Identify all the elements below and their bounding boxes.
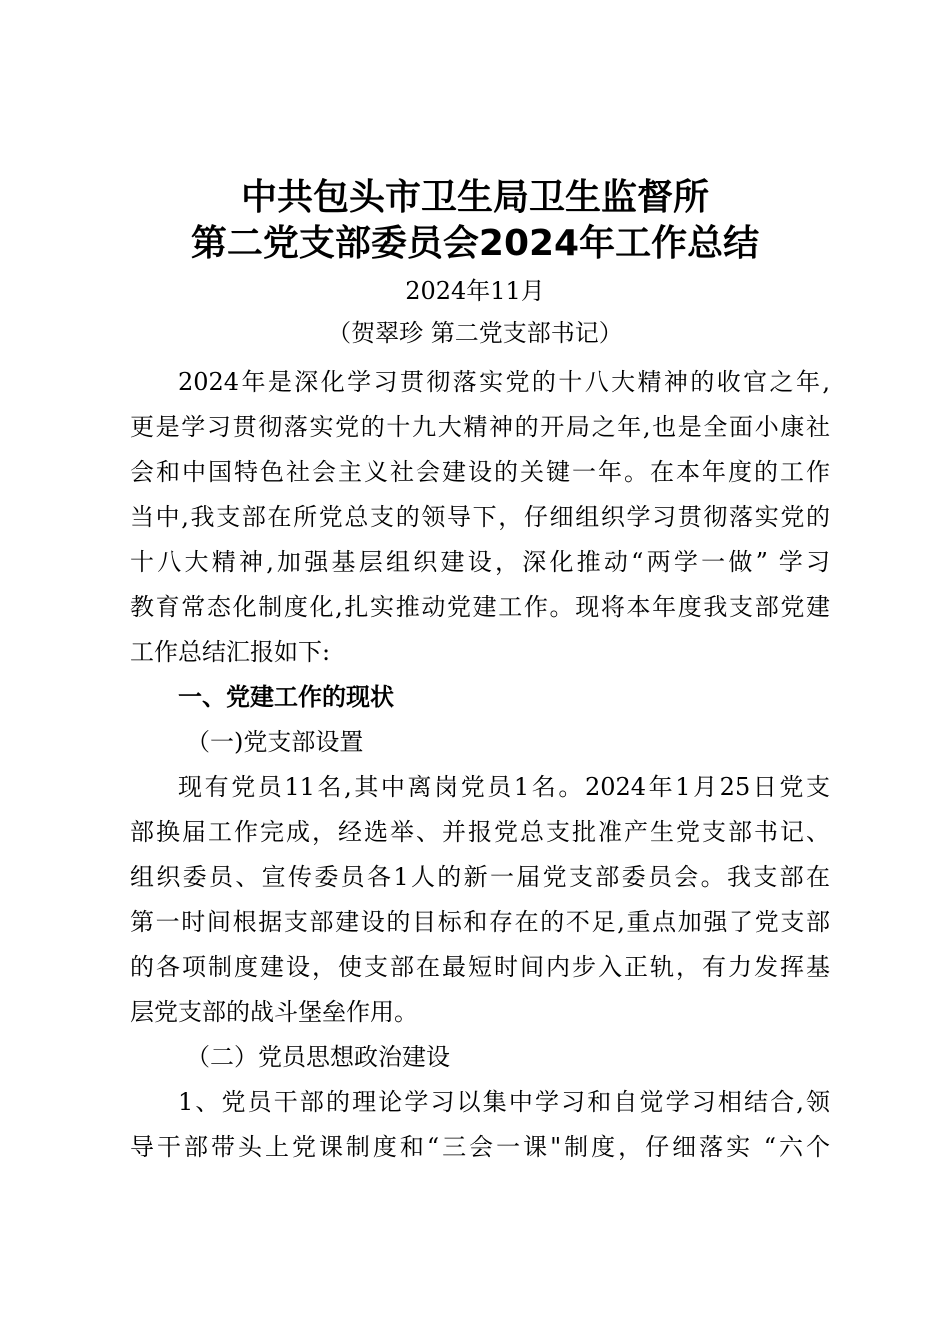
intro-line: 2024年是深化学习贯彻落实党的十八大精神的收官之年,: [178, 368, 830, 396]
intro-line: 工作总结汇报如下:: [130, 638, 331, 666]
intro-line: 更是学习贯彻落实党的十九大精神的开局之年,也是全面小康社: [130, 413, 830, 441]
paragraph-line: 组织委员、宣传委员各1人的新一届党支部委员会。我支部在: [130, 863, 830, 891]
intro-line: 当中,我支部在所党总支的领导下，仔细组织学习贯彻落实党的: [130, 503, 830, 531]
document-title-line-2: 第二党支部委员会2024年工作总结: [190, 223, 760, 264]
subsection-heading: （一)党支部设置: [186, 728, 364, 756]
document-title-line-1: 中共包头市卫生局卫生监督所: [240, 177, 709, 218]
paragraph-line: 1、党员干部的理论学习以集中学习和自觉学习相结合,领: [178, 1088, 830, 1116]
paragraph-line: 部换届工作完成，经选举、并报党总支批准产生党支部书记、: [130, 818, 830, 846]
document-body: [130, 360, 830, 1170]
subsection-heading: （二）党员思想政治建设: [186, 1043, 450, 1071]
paragraph-line: 导干部带头上党课制度和“三会一课"制度，仔细落实 “六个: [130, 1133, 830, 1161]
document-date: 2024年11月: [405, 277, 545, 305]
paragraph-line: 现有党员11名,其中离岗党员1名。2024年1月25日党支: [178, 773, 830, 801]
document-author: （贺翠珍 第二党支部书记）: [327, 319, 623, 347]
paragraph-line: 层党支部的战斗堡垒作用。: [130, 998, 418, 1026]
intro-line: 教育常态化制度化,扎实推动党建工作。现将本年度我支部党建: [130, 593, 830, 621]
paragraph-line: 第一时间根据支部建设的目标和存在的不足,重点加强了党支部: [130, 908, 830, 936]
paragraph-line: 的各项制度建设，使支部在最短时间内步入正轨，有力发挥基: [130, 953, 830, 981]
section-heading: 一、党建工作的现状: [178, 683, 394, 711]
intro-line: 十八大精神,加强基层组织建设，深化推动“两学一做” 学习: [130, 548, 830, 576]
intro-line: 会和中国特色社会主义社会建设的关键一年。在本年度的工作: [130, 458, 830, 486]
